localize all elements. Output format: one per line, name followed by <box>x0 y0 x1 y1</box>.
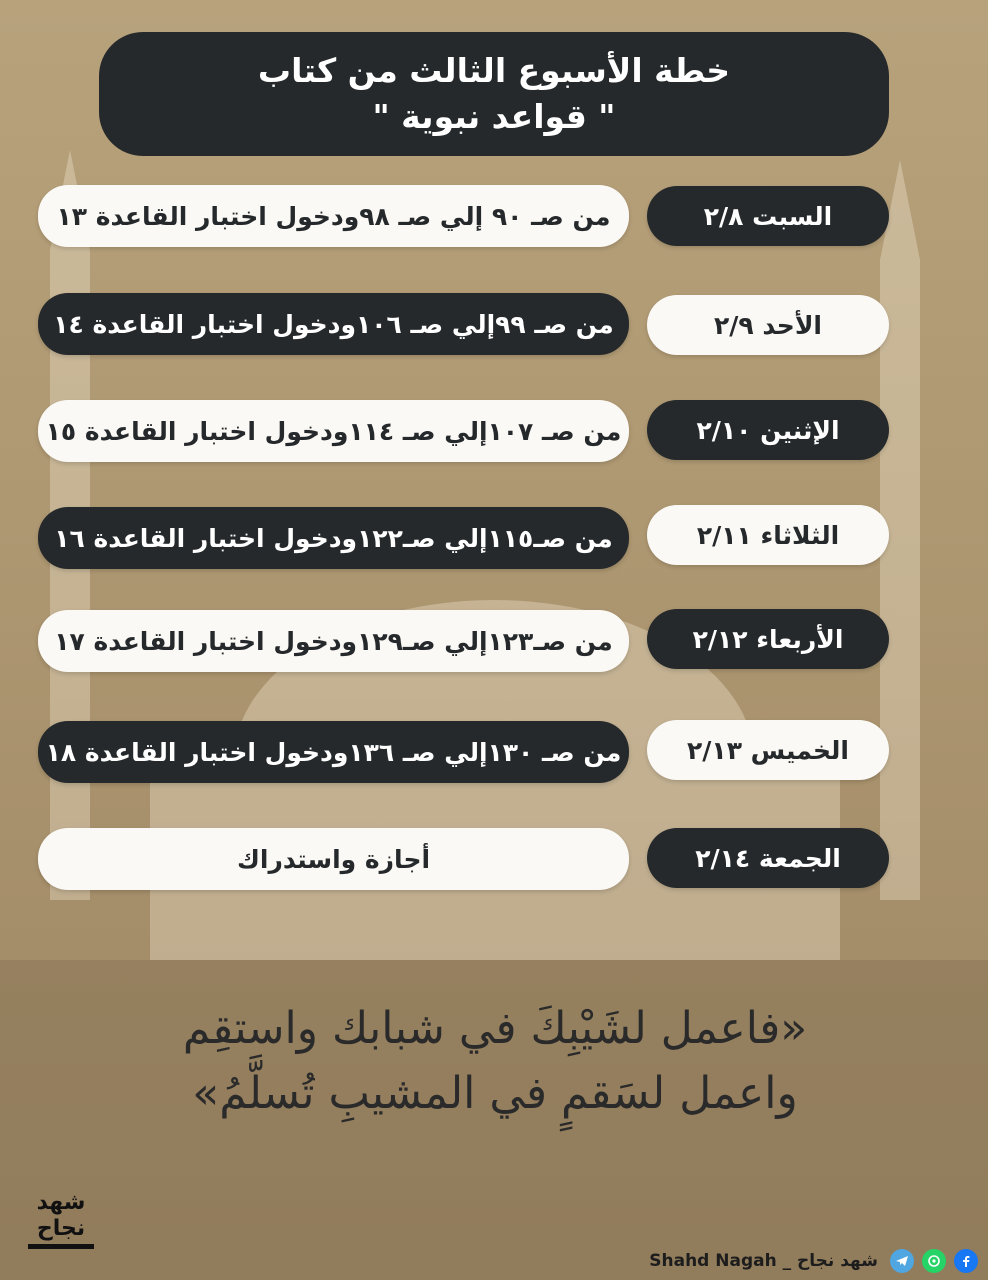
day-pill-wednesday: الأربعاء ٢/١٢ <box>647 609 889 669</box>
plan-pill-monday: من صـ ١٠٧إلي صـ ١١٤ودخول اختبار القاعدة ١٥ <box>38 400 629 462</box>
day-pill-monday: الإثنين ٢/١٠ <box>647 400 889 460</box>
plan-pill-sunday: من صـ ٩٩إلي صـ ١٠٦ودخول اختبار القاعدة ١٤ <box>38 293 629 355</box>
plan-pill-thursday: من صـ ١٣٠إلي صـ ١٣٦ودخول اختبار القاعدة ١٨ <box>38 721 629 783</box>
plan-pill-saturday: من صـ ٩٠ إلي صـ ٩٨ودخول اختبار القاعدة ١٣ <box>38 185 629 247</box>
poem-line-1: «فاعمل لشَيْبِكَ في شبابك واستقِم <box>182 1003 808 1054</box>
day-pill-friday: الجمعة ٢/١٤ <box>647 828 889 888</box>
whatsapp-icon[interactable] <box>922 1249 946 1273</box>
author-name: Shahd Nagah _ شهد نجاح <box>649 1251 878 1271</box>
footer-credits <box>649 1247 978 1275</box>
logo-bar <box>28 1244 94 1249</box>
day-pill-tuesday: الثلاثاء ٢/١١ <box>647 505 889 565</box>
facebook-icon[interactable] <box>954 1249 978 1273</box>
day-pill-thursday: الخميس ٢/١٣ <box>647 720 889 780</box>
brand-logo <box>28 1190 94 1254</box>
plan-pill-friday: أجازة واستدراك <box>38 828 629 890</box>
title-line-1: خطة الأسبوع الثالث من كتاب <box>257 51 731 90</box>
telegram-icon[interactable] <box>890 1249 914 1273</box>
day-pill-saturday: السبت ٢/٨ <box>647 186 889 246</box>
title-banner <box>99 32 889 156</box>
logo-text-2: نجاح <box>36 1216 86 1241</box>
logo-text-1: شهد <box>36 1190 86 1215</box>
poem-line-2: واعمل لسَقمٍ في المشيبِ تُسلَّمُ» <box>192 1068 798 1119</box>
title-line-2: " قواعد نبوية " <box>372 97 616 136</box>
day-pill-sunday: الأحد ٢/٩ <box>647 295 889 355</box>
plan-pill-tuesday: من صـ١١٥إلي صـ١٢٢ودخول اختبار القاعدة ١٦ <box>38 507 629 569</box>
plan-pill-wednesday: من صـ١٢٣إلي صـ١٢٩ودخول اختبار القاعدة ١٧ <box>38 610 629 672</box>
